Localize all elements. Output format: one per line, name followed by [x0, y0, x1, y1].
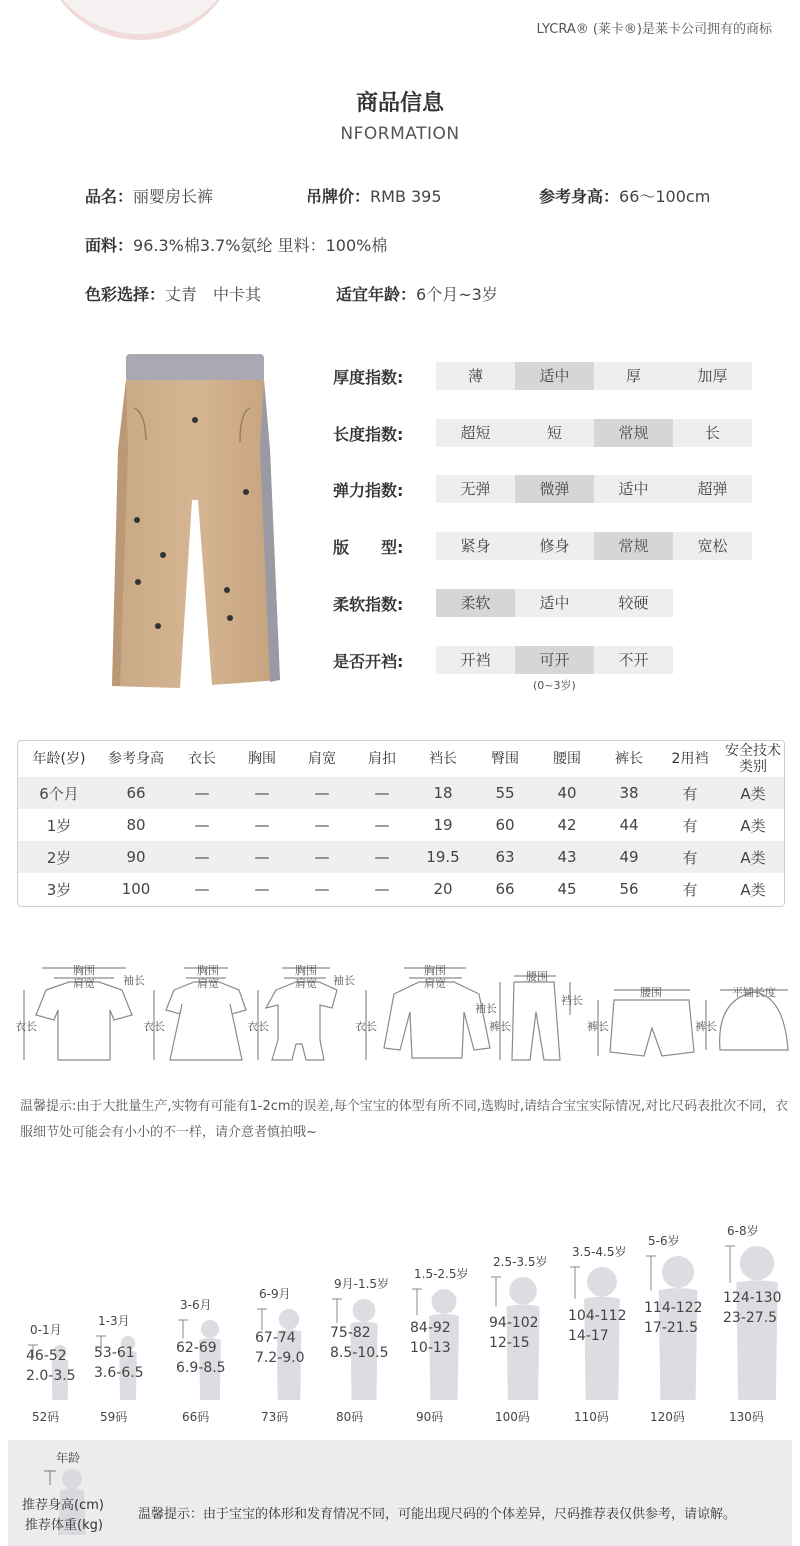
top-decoration: [40, 0, 240, 40]
growth-weight: 3.6-6.5: [94, 1365, 144, 1381]
info-age-label: 适宜年龄：: [336, 285, 417, 304]
legend-age: 年龄: [56, 1451, 81, 1465]
growth-age: 6-8岁: [727, 1224, 759, 1238]
length-label: 衣长: [143, 1020, 165, 1033]
table-row: [18, 873, 785, 905]
dress-icon: [166, 982, 246, 1060]
size-tip: 温馨提示:由于大批量生产,实物有可能有1-2cm的误差,每个宝宝的体型有所不同,选购时,请结合宝宝实际情况,对比尺码表批次不同，衣服细节处可能会有小小的不一样，请介意者慎拍哦~: [20, 1099, 789, 1140]
index-option-selected: 常规: [594, 532, 673, 560]
table-cell: 有: [660, 873, 720, 905]
crotch-label: 裆长: [561, 994, 583, 1007]
index-option: 不开: [594, 646, 673, 674]
table-cell: —: [352, 777, 412, 809]
table-cell: 66: [474, 873, 536, 905]
table-header: 肩宽: [292, 741, 352, 777]
growth-height: 62-69: [176, 1340, 217, 1356]
pants-length-label: 裤长: [587, 1020, 609, 1033]
index-label: 版 型:: [333, 538, 404, 557]
trademark-note: LYCRA® (莱卡®)是莱卡公司拥有的商标: [536, 22, 772, 37]
table-header: 裆长: [412, 741, 474, 777]
growth-weight: 17-21.5: [644, 1320, 699, 1336]
index-label: 是否开裆:: [333, 652, 404, 671]
growth-height: 67-74: [255, 1330, 296, 1346]
index-label: 柔软指数:: [333, 595, 404, 614]
growth-size: 100码: [495, 1410, 530, 1424]
index-option: 较硬: [594, 589, 673, 617]
table-row: [18, 777, 785, 809]
table-cell: A类: [720, 873, 785, 905]
section-title: 商品信息: [355, 91, 444, 116]
table-cell: 18: [412, 777, 474, 809]
table-cell: 40: [536, 777, 598, 809]
table-cell: 19.5: [412, 841, 474, 873]
growth-height: 53-61: [94, 1345, 135, 1361]
info-age: [336, 282, 498, 305]
table-cell: —: [172, 841, 232, 873]
chest-label: 胸围: [197, 964, 219, 977]
index-option: 修身: [515, 532, 594, 560]
info-price-label: 吊牌价：: [306, 187, 371, 206]
index-label: 厚度指数:: [333, 368, 404, 387]
info-height: [539, 184, 710, 207]
growth-weight: 23-27.5: [723, 1310, 778, 1326]
table-cell: 44: [598, 809, 660, 841]
growth-size: 59码: [100, 1410, 128, 1424]
index-option: 长: [673, 419, 752, 447]
table-cell: 38: [598, 777, 660, 809]
growth-weight: 8.5-10.5: [330, 1345, 389, 1361]
growth-weight: 12-15: [489, 1335, 530, 1351]
table-cell: 45: [536, 873, 598, 905]
table-cell: 2岁: [18, 841, 100, 873]
legend-band: [8, 1440, 792, 1546]
info-fabric: [85, 233, 387, 256]
table-cell: 90: [100, 841, 172, 873]
table-cell: 55: [474, 777, 536, 809]
growth-height: 84-92: [410, 1320, 451, 1336]
table-cell: 100: [100, 873, 172, 905]
info-age-value: 6个月~3岁: [416, 285, 498, 304]
table-cell: 43: [536, 841, 598, 873]
index-option: 厚: [594, 362, 673, 390]
table-header: 腰围: [536, 741, 598, 777]
info-name-label: 品名：: [85, 187, 134, 206]
growth-height: 124-130: [723, 1290, 782, 1306]
table-cell: —: [292, 873, 352, 905]
table-cell: —: [292, 777, 352, 809]
index-option-selected: 常规: [594, 419, 673, 447]
index-option: 开裆: [436, 646, 515, 674]
chest-label: 胸围: [424, 964, 446, 977]
growth-size: 52码: [32, 1410, 60, 1424]
table-cell: 63: [474, 841, 536, 873]
table-cell: 49: [598, 841, 660, 873]
table-header-row: [18, 741, 785, 777]
growth-age: 3.5-4.5岁: [572, 1245, 627, 1259]
growth-weight: 7.2-9.0: [255, 1350, 305, 1366]
growth-size: 80码: [336, 1410, 364, 1424]
growth-age: 3-6月: [180, 1298, 212, 1312]
pants-image: [100, 350, 290, 695]
growth-weight: 10-13: [410, 1340, 451, 1356]
pants-length-label: 裤长: [695, 1020, 717, 1033]
index-option: 短: [515, 419, 594, 447]
long-pants-icon: [512, 982, 560, 1060]
size-table: [17, 740, 785, 907]
info-fabric-value: 96.3%棉3.7%氨纶 里料：100%棉: [133, 236, 388, 255]
growth-weight: 14-17: [568, 1328, 609, 1344]
legend-tip: 温馨提示：由于宝宝的体形和发育情况不同，可能出现尺码的个体差异，尺码推荐表仅供参考，请谅解。: [138, 1507, 737, 1522]
info-price-value: RMB 395: [370, 187, 442, 206]
info-color-label: 色彩选择：: [85, 285, 166, 304]
index-option: 适中: [515, 589, 594, 617]
table-cell: A类: [720, 777, 785, 809]
table-cell: —: [232, 873, 292, 905]
table-cell: —: [352, 873, 412, 905]
growth-height: 75-82: [330, 1325, 371, 1341]
index-option: 紧身: [436, 532, 515, 560]
table-cell: —: [172, 873, 232, 905]
waist-label: 腰围: [526, 970, 548, 983]
shoulder-label: 肩宽: [295, 977, 317, 990]
info-name-value: 丽婴房长裤: [133, 187, 214, 206]
info-fabric-label: 面料：: [85, 236, 134, 255]
info-height-label: 参考身高：: [539, 187, 620, 206]
table-header: 年龄(岁): [18, 741, 100, 777]
table-cell: 有: [660, 809, 720, 841]
table-cell: 6个月: [18, 777, 100, 809]
growth-age: 1-3月: [98, 1314, 130, 1328]
table-cell: 42: [536, 809, 598, 841]
length-label: 衣长: [355, 1020, 377, 1033]
table-header: 衣长: [172, 741, 232, 777]
growth-height: 114-122: [644, 1300, 703, 1316]
length-label: 衣长: [247, 1020, 269, 1033]
index-option: 薄: [436, 362, 515, 390]
table-cell: A类: [720, 841, 785, 873]
growth-age: 1.5-2.5岁: [414, 1267, 469, 1281]
table-header: 肩扣: [352, 741, 412, 777]
growth-height: 94-102: [489, 1315, 539, 1331]
index-label: 长度指数:: [333, 425, 404, 444]
table-header: 裤长: [598, 741, 660, 777]
shoulder-label: 肩宽: [73, 977, 95, 990]
tshirt-icon: [36, 982, 132, 1060]
chest-label: 胸围: [73, 964, 95, 977]
table-cell: A类: [720, 809, 785, 841]
index-option: 超短: [436, 419, 515, 447]
index-option-selected: 可开: [515, 646, 594, 674]
measurement-diagrams: [14, 960, 789, 1070]
info-height-value: 66～100cm: [619, 187, 711, 206]
table-cell: 60: [474, 809, 536, 841]
growth-weight: 6.9-8.5: [176, 1360, 226, 1376]
table-header: 参考身高: [100, 741, 172, 777]
table-cell: —: [292, 809, 352, 841]
growth-age: 6-9月: [259, 1287, 291, 1301]
table-cell: 80: [100, 809, 172, 841]
chest-label: 胸围: [295, 964, 317, 977]
info-color-value: 丈青 中卡其: [165, 285, 262, 304]
table-cell: 有: [660, 777, 720, 809]
table-cell: —: [352, 809, 412, 841]
section-subtitle: NFORMATION: [340, 124, 460, 144]
crotch-age-note: (0~3岁): [533, 679, 576, 692]
growth-size: 130码: [729, 1410, 764, 1424]
table-cell: 有: [660, 841, 720, 873]
table-cell: —: [292, 841, 352, 873]
sleeve-label: 袖长: [333, 974, 355, 987]
index-option: 无弹: [436, 475, 515, 503]
info-color: [85, 282, 261, 305]
table-header: 臀围: [474, 741, 536, 777]
romper-icon: [266, 982, 337, 1060]
table-row: [18, 809, 785, 841]
table-cell: 20: [412, 873, 474, 905]
shorts-icon: [610, 1000, 694, 1056]
info-name: [85, 184, 213, 207]
index-option-selected: 微弹: [515, 475, 594, 503]
table-cell: —: [232, 809, 292, 841]
index-option: 加厚: [673, 362, 752, 390]
growth-age: 5-6岁: [648, 1234, 680, 1248]
growth-size: 90码: [416, 1410, 444, 1424]
growth-height: 46-52: [26, 1348, 67, 1364]
growth-age: 0-1月: [30, 1323, 62, 1337]
growth-age: 2.5-3.5岁: [493, 1255, 548, 1269]
sleeve-label: 袖长: [123, 974, 145, 987]
legend-weight: 推荐体重(kg): [25, 1518, 103, 1533]
table-header: 胸围: [232, 741, 292, 777]
index-option-selected: 适中: [515, 362, 594, 390]
flat-length-label: 平铺长度: [732, 986, 776, 999]
index-option: 宽松: [673, 532, 752, 560]
growth-size: 66码: [182, 1410, 210, 1424]
table-cell: 19: [412, 809, 474, 841]
table-cell: —: [352, 841, 412, 873]
growth-height: 104-112: [568, 1308, 627, 1324]
info-price: [306, 184, 442, 207]
table-cell: —: [232, 841, 292, 873]
index-option: 适中: [594, 475, 673, 503]
length-label: 衣长: [15, 1020, 37, 1033]
shoulder-label: 肩宽: [424, 977, 446, 990]
pants-length-label: 裤长: [489, 1020, 511, 1033]
legend-height: 推荐身高(cm): [22, 1498, 104, 1513]
growth-size: 73码: [261, 1410, 289, 1424]
growth-size: 110码: [574, 1410, 609, 1424]
hat-icon: [720, 992, 788, 1050]
index-label: 弹力指数:: [333, 481, 404, 500]
growth-age: 9月-1.5岁: [334, 1277, 390, 1291]
table-cell: 66: [100, 777, 172, 809]
growth-size: 120码: [650, 1410, 685, 1424]
table-cell: 3岁: [18, 873, 100, 905]
growth-weight: 2.0-3.5: [26, 1368, 76, 1384]
table-cell: —: [232, 777, 292, 809]
index-option-selected: 柔软: [436, 589, 515, 617]
index-option: 超弹: [673, 475, 752, 503]
waist-label: 腰围: [640, 986, 662, 999]
table-cell: —: [172, 777, 232, 809]
table-header: 2用裆: [660, 741, 720, 777]
table-header: 安全技术类别: [720, 741, 785, 777]
table-row: [18, 841, 785, 873]
sweater-icon: [384, 982, 490, 1058]
table-cell: —: [172, 809, 232, 841]
shoulder-label: 肩宽: [197, 977, 219, 990]
table-cell: 1岁: [18, 809, 100, 841]
table-cell: 56: [598, 873, 660, 905]
sleeve-label: 袖长: [475, 1002, 497, 1015]
